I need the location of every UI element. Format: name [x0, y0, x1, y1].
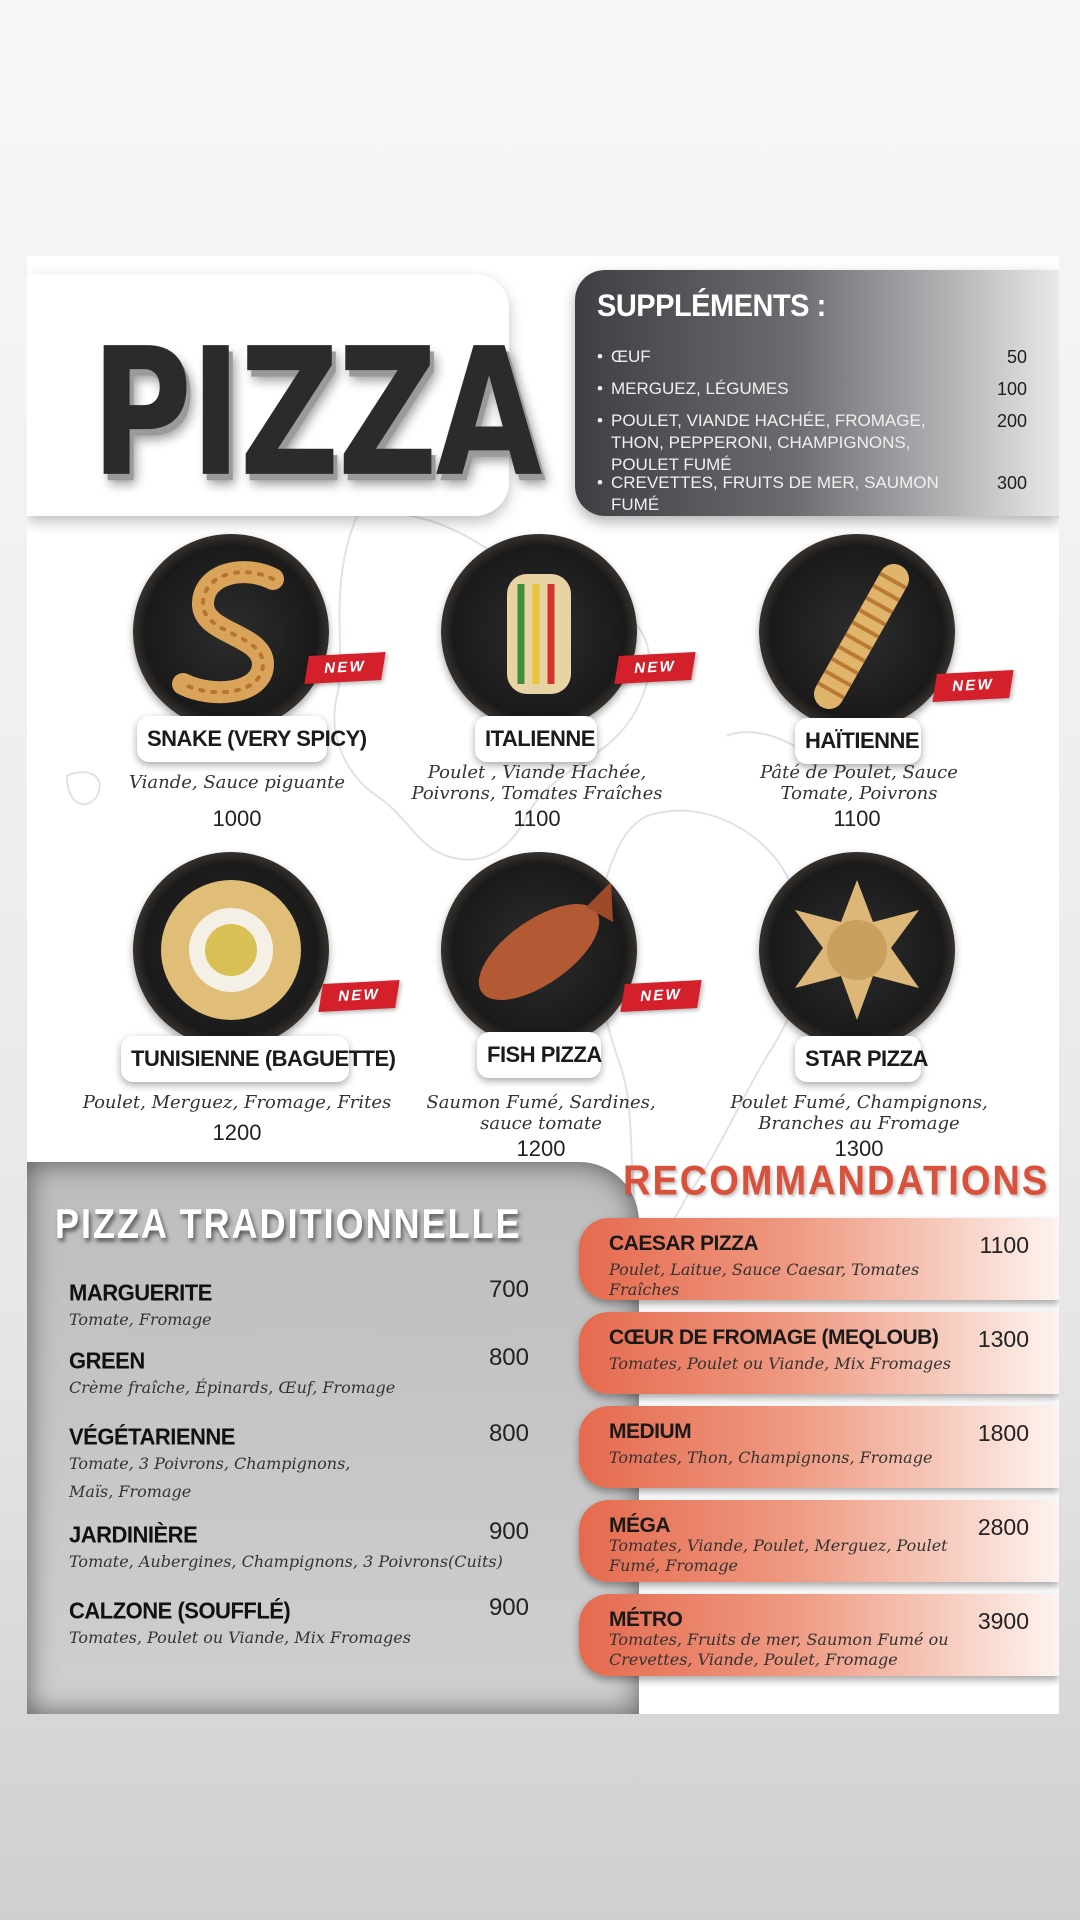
- star-pizza-icon: [759, 852, 955, 1048]
- title-card: [27, 274, 541, 517]
- recommendation-item: [579, 1218, 1059, 1300]
- recommendation-item: [579, 1500, 1059, 1582]
- pizza-card-tunisienne: [77, 852, 397, 1182]
- item-description: Tomate, Aubergines, Champignons, 3 Poivrons(Cuits): [69, 1552, 503, 1571]
- item-description: Tomate, 3 Poivrons, Champignons, Maïs, Fromage: [69, 1454, 351, 1501]
- item-name: MARGUERITE: [69, 1279, 212, 1306]
- item-description: Poulet, Laitue, Sauce Caesar, Tomates Fraîches: [609, 1260, 920, 1299]
- item-price: 800: [488, 1344, 529, 1371]
- item-name: JARDINIÈRE: [69, 1521, 198, 1548]
- traditional-item: [69, 1344, 529, 1402]
- supplement-price: 100: [996, 379, 1027, 399]
- item-price: 2800: [977, 1514, 1029, 1540]
- pizza-photo: [133, 534, 329, 730]
- pizza-price: 1300: [834, 1136, 884, 1161]
- bullet-icon: •: [597, 379, 603, 398]
- item-price: 900: [488, 1518, 529, 1545]
- item-description: Tomate, Fromage: [69, 1310, 212, 1329]
- snake-pizza-icon: [133, 534, 329, 730]
- pizza-description: Saumon Fumé, Sardines, sauce tomate: [426, 1092, 656, 1134]
- pizza-name: HAÏTIENNE: [795, 718, 921, 764]
- item-description: Tomates, Poulet ou Viande, Mix Fromages: [69, 1628, 411, 1647]
- pizza-name: ITALIENNE: [475, 716, 597, 762]
- menu-sheet: [27, 256, 1059, 1714]
- supplement-price: 200: [996, 411, 1027, 431]
- supplements-panel: [575, 270, 1059, 516]
- traditional-item: [69, 1276, 529, 1334]
- fish-pizza-icon: [441, 852, 637, 1048]
- item-name: GREEN: [69, 1347, 145, 1374]
- pizza-description: Poulet , Viande Hachée, Poivrons, Tomates Fraîches: [411, 762, 663, 804]
- item-description: Tomates, Poulet ou Viande, Mix Fromages: [609, 1354, 951, 1373]
- supplement-label: ŒUF: [611, 347, 651, 366]
- supplement-price: 50: [1006, 347, 1027, 367]
- supplement-label: POULET, VIANDE HACHÉE, FROMAGE, THON, PEPPERONI, CHAMPIGNONS, POULET FUMÉ: [611, 411, 926, 474]
- bullet-icon: •: [597, 411, 603, 430]
- pizza-card-italienne: [405, 534, 725, 864]
- pizza-price: 1100: [513, 806, 561, 831]
- pizza-photo: [759, 852, 955, 1048]
- supplement-label: CREVETTES, FRUITS DE MER, SAUMON FUMÉ: [611, 473, 939, 514]
- item-price: 1800: [977, 1420, 1029, 1446]
- pizza-description: Poulet, Merguez, Fromage, Frites: [82, 1092, 392, 1113]
- pizza-description: Poulet Fumé, Champignons, Branches au Fromage: [730, 1092, 988, 1134]
- pizza-card-star: [723, 852, 1043, 1182]
- pizza-card-haitienne: [723, 534, 1043, 864]
- pizza-photo: [441, 534, 637, 730]
- pizza-price: 1200: [516, 1136, 566, 1161]
- italienne-pizza-icon: [441, 534, 637, 730]
- tunisienne-pizza-icon: [133, 852, 329, 1048]
- page-title: PIZZA: [91, 310, 541, 517]
- supplement-label: MERGUEZ, LÉGUMES: [611, 379, 789, 398]
- item-name: MEDIUM: [609, 1420, 692, 1443]
- traditional-item: [69, 1518, 529, 1576]
- item-price: 700: [488, 1276, 529, 1303]
- item-name: MÉGA: [609, 1514, 670, 1537]
- item-price: 1300: [977, 1326, 1029, 1352]
- item-description: Crème fraîche, Épinards, Œuf, Fromage: [69, 1378, 396, 1397]
- pizza-photo: [133, 852, 329, 1048]
- pizza-card-fish: [405, 852, 725, 1182]
- pizza-photo: [441, 852, 637, 1048]
- haitienne-pizza-icon: [759, 534, 955, 730]
- pizza-name: SNAKE (VERY SPICY): [137, 716, 327, 762]
- item-name: VÉGÉTARIENNE: [69, 1423, 235, 1450]
- traditional-title: PIZZA TRADITIONNELLE: [55, 1200, 522, 1248]
- pizza-price: 1000: [212, 806, 262, 831]
- supplements-title: SUPPLÉMENTS :: [597, 288, 826, 324]
- pizza-price: 1200: [212, 1120, 262, 1145]
- pizza-name: FISH PIZZA: [477, 1032, 601, 1078]
- bullet-icon: •: [597, 347, 603, 366]
- new-badge: NEW: [932, 670, 1013, 702]
- item-description: Tomates, Thon, Champignons, Fromage: [609, 1448, 933, 1467]
- new-badge: NEW: [304, 652, 385, 684]
- item-description: Tomates, Viande, Poulet, Merguez, Poulet Fumé, Fromage: [609, 1536, 948, 1575]
- recommendation-item: [579, 1406, 1059, 1488]
- new-badge: NEW: [318, 980, 399, 1012]
- recommendations-title: RECOMMANDATIONS: [623, 1158, 1050, 1205]
- item-name: CŒUR DE FROMAGE (MEQLOUB): [609, 1326, 939, 1349]
- recommendation-item: [579, 1594, 1059, 1676]
- item-price: 3900: [977, 1608, 1029, 1634]
- traditional-item: [69, 1594, 529, 1652]
- item-price: 800: [488, 1420, 529, 1447]
- item-name: CALZONE (SOUFFLÉ): [69, 1597, 291, 1624]
- pizza-card-snake: [97, 534, 417, 864]
- pizza-description: Viande, Sauce piguante: [128, 772, 346, 793]
- item-name: CAESAR PIZZA: [609, 1232, 759, 1255]
- pizza-name: TUNISIENNE (BAGUETTE): [121, 1036, 349, 1082]
- item-description: Tomates, Fruits de mer, Saumon Fumé ou Crevettes, Viande, Poulet, Fromage: [609, 1630, 949, 1669]
- recommendation-item: [579, 1312, 1059, 1394]
- item-name: MÉTRO: [609, 1608, 683, 1631]
- item-price: 900: [488, 1594, 529, 1621]
- item-price: 1100: [979, 1232, 1029, 1258]
- pizza-photo: [759, 534, 955, 730]
- traditional-item: [69, 1420, 529, 1506]
- traditional-panel: [27, 1162, 639, 1714]
- pizza-description: Pâté de Poulet, Sauce Tomate, Poivrons: [760, 762, 958, 804]
- new-badge: NEW: [620, 980, 701, 1012]
- supplement-price: 300: [996, 473, 1027, 493]
- pizza-price: 1100: [833, 806, 881, 831]
- pizza-name: STAR PIZZA: [795, 1036, 921, 1082]
- new-badge: NEW: [614, 652, 695, 684]
- bullet-icon: •: [597, 473, 603, 492]
